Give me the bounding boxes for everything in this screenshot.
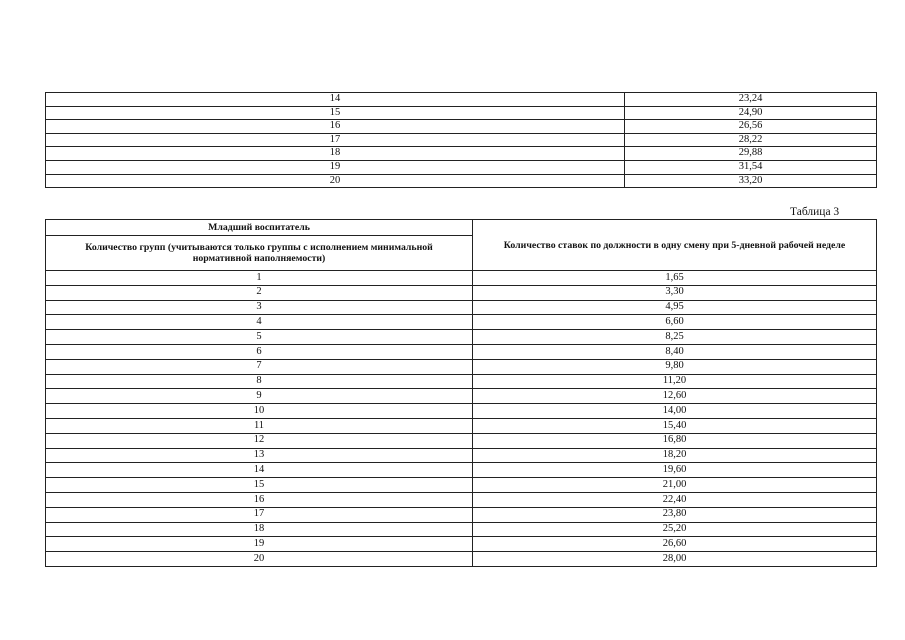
- group-count-cell: 15: [46, 106, 625, 120]
- rate-value-cell: 23,24: [625, 93, 877, 107]
- table-3-header: [46, 220, 877, 271]
- group-count-cell: 11: [46, 418, 473, 433]
- table-row: [46, 374, 877, 389]
- group-count-cell: 6: [46, 344, 473, 359]
- table-row: [46, 463, 877, 478]
- group-count-cell: 7: [46, 359, 473, 374]
- rate-value-cell: 14,00: [473, 404, 877, 419]
- group-count-cell: 20: [46, 174, 625, 188]
- group-count-cell: 2: [46, 285, 473, 300]
- table-3-caption: Таблица 3: [790, 206, 840, 218]
- rate-value-cell: 3,30: [473, 285, 877, 300]
- group-count-cell: 17: [46, 507, 473, 522]
- table-3-body: [46, 271, 877, 567]
- table-row: [46, 404, 877, 419]
- rate-value-cell: 25,20: [473, 522, 877, 537]
- table-row: [46, 300, 877, 315]
- rate-value-cell: 26,60: [473, 537, 877, 552]
- table-row: [46, 106, 877, 120]
- table-row: [46, 522, 877, 537]
- group-count-cell: 12: [46, 433, 473, 448]
- group-count-cell: 14: [46, 463, 473, 478]
- rate-value-cell: 16,80: [473, 433, 877, 448]
- group-count-cell: 14: [46, 93, 625, 107]
- group-count-cell: 18: [46, 147, 625, 161]
- table-row: [46, 433, 877, 448]
- group-count-cell: 16: [46, 120, 625, 134]
- table-row: [46, 285, 877, 300]
- table-row: [46, 537, 877, 552]
- table-row: [46, 174, 877, 188]
- group-count-cell: 19: [46, 160, 625, 174]
- rate-value-cell: 29,88: [625, 147, 877, 161]
- rate-value-cell: 24,90: [625, 106, 877, 120]
- table-row: [46, 133, 877, 147]
- rate-value-cell: 26,56: [625, 120, 877, 134]
- rate-value-cell: 31,54: [625, 160, 877, 174]
- table-row: [46, 120, 877, 134]
- rate-value-cell: 21,00: [473, 478, 877, 493]
- group-count-cell: 16: [46, 492, 473, 507]
- rate-value-cell: 28,22: [625, 133, 877, 147]
- group-count-cell: 19: [46, 537, 473, 552]
- table-row: [46, 389, 877, 404]
- groups-column-header: Количество групп (учитываются только группы с исполнением минимальной нормативной наполняемости): [46, 236, 473, 271]
- group-count-cell: 1: [46, 271, 473, 286]
- staffing-table-continuation: [45, 92, 877, 188]
- rate-value-cell: 11,20: [473, 374, 877, 389]
- rate-value-cell: 4,95: [473, 300, 877, 315]
- table-row: [46, 507, 877, 522]
- rate-value-cell: 1,65: [473, 271, 877, 286]
- group-count-cell: 3: [46, 300, 473, 315]
- rate-value-cell: 33,20: [625, 174, 877, 188]
- table-row: [46, 330, 877, 345]
- rate-value-cell: 8,25: [473, 330, 877, 345]
- group-count-cell: 5: [46, 330, 473, 345]
- group-count-cell: 4: [46, 315, 473, 330]
- table-row: [46, 315, 877, 330]
- rate-value-cell: 8,40: [473, 344, 877, 359]
- group-count-cell: 10: [46, 404, 473, 419]
- rate-value-cell: 9,80: [473, 359, 877, 374]
- rate-value-cell: 28,00: [473, 552, 877, 567]
- rate-value-cell: 12,60: [473, 389, 877, 404]
- table-row: [46, 448, 877, 463]
- rate-value-cell: 18,20: [473, 448, 877, 463]
- position-header: Младший воспитатель: [46, 220, 473, 236]
- rate-value-cell: 19,60: [473, 463, 877, 478]
- table-row: [46, 478, 877, 493]
- table-row: [46, 93, 877, 107]
- staffing-table-continuation-body: [46, 93, 877, 188]
- group-count-cell: 9: [46, 389, 473, 404]
- table-row: [46, 147, 877, 161]
- table-row: [46, 160, 877, 174]
- table-row: [46, 552, 877, 567]
- group-count-cell: 17: [46, 133, 625, 147]
- table-3: [45, 219, 877, 567]
- group-count-cell: 8: [46, 374, 473, 389]
- rate-value-cell: 22,40: [473, 492, 877, 507]
- rate-value-cell: 15,40: [473, 418, 877, 433]
- group-count-cell: 18: [46, 522, 473, 537]
- group-count-cell: 20: [46, 552, 473, 567]
- table-row: [46, 418, 877, 433]
- rate-value-cell: 23,80: [473, 507, 877, 522]
- group-count-cell: 13: [46, 448, 473, 463]
- rates-column-header: Количество ставок по должности в одну смену при 5-дневной рабочей неделе: [473, 220, 877, 271]
- table-row: [46, 359, 877, 374]
- table-row: [46, 344, 877, 359]
- group-count-cell: 15: [46, 478, 473, 493]
- table-row: [46, 271, 877, 286]
- rate-value-cell: 6,60: [473, 315, 877, 330]
- table-row: [46, 492, 877, 507]
